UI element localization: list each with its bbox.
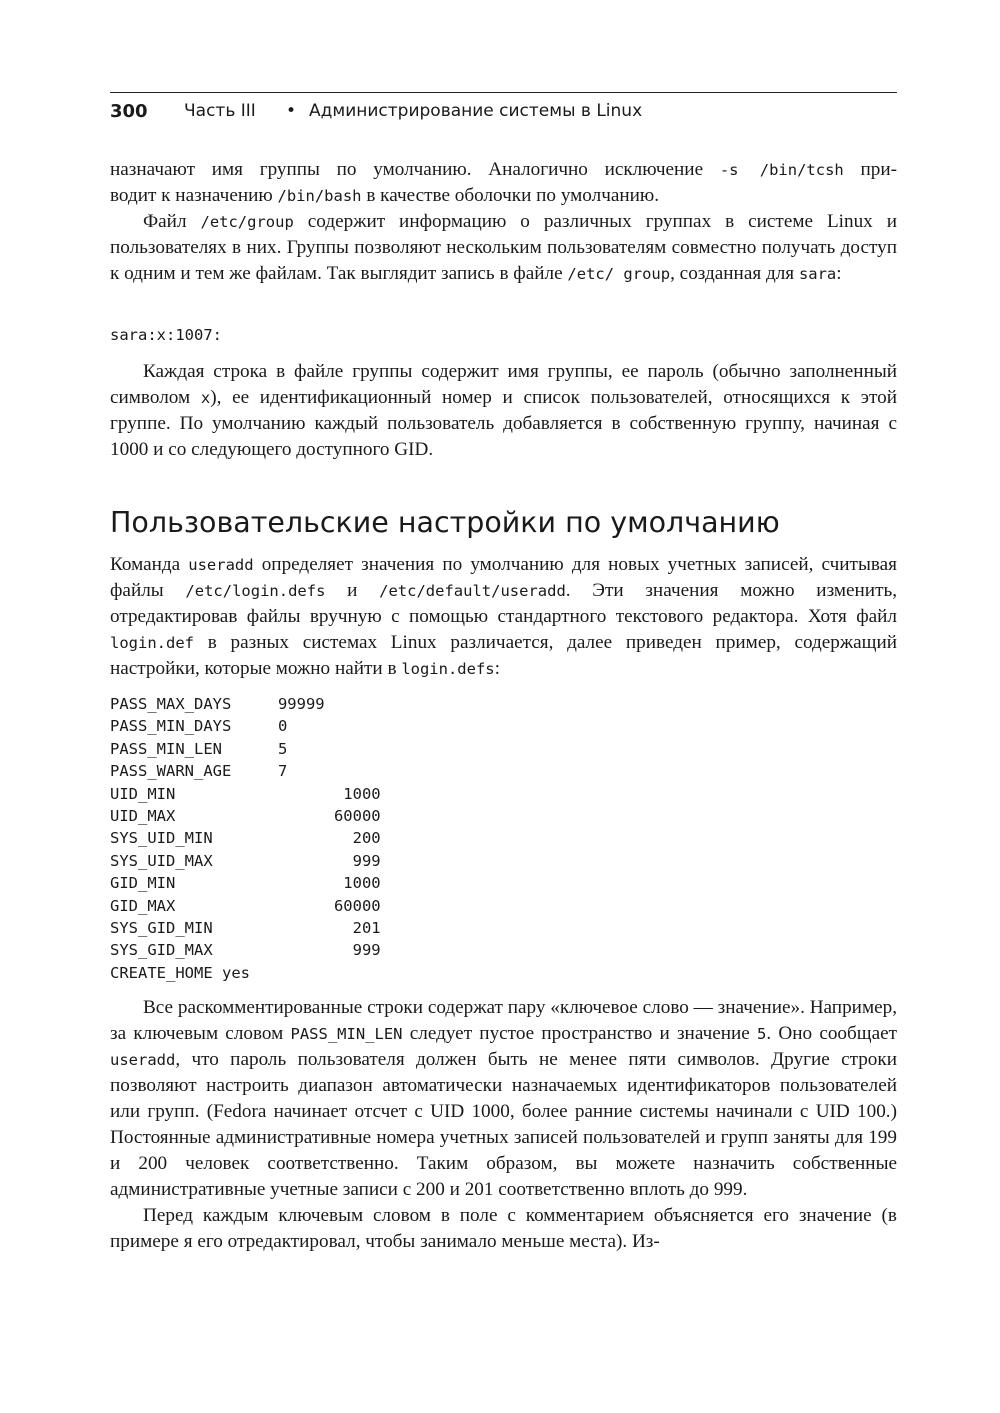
paragraph-4: Команда useradd определяет значения по умолчанию для новых учетных записей, считывая файлы /etc/login.defs и /etc/default/useradd. Эти значения можно изменить, отредактировав файлы вручную с помощью стандартного текстового редактора. Хотя файл login.def в разных системах Linux различается, далее приведен пример, содержащий настройки, которые можно найти в login.defs: — [110, 554, 898, 679]
paragraph-5: Все раскомментированные строки содержат пару «ключевое слово — значение». Например, за ключевым словом PASS_MIN_LEN следует пустое пространство и значение 5. Оно сообщает useradd, что пароль пользователя должен быть не менее пяти символов. Другие строки позволяют настроить диапазон автоматически назначаемых идентификаторов пользователей или групп. (Fedora начинает отсчет с UID 1000, более ранние системы начинали с UID 100.) Постоянные административные номера учетных записей пользователей и групп заняты для 199 и 200 человек соответственно. Таким образом, вы можете назначить собственные административные учетные записи с 200 и 201 соответственно вплоть до 999. — [110, 997, 897, 1200]
paragraph-2: Файл /etc/group содержит информацию о различных группах в системе Linux и пользователях в них. Группы позволяют нескольким пользователям совместно получать доступ к одним и тем же файлам. Так выглядит запись в файле /etc/ group, созданная для sara: — [110, 211, 897, 284]
paragraph-1-cont: водит к назначению /bin/bash в качестве оболочки по умолчанию. — [110, 185, 660, 206]
body-text-top — [110, 157, 897, 287]
section-title: Пользовательские настройки по умолчанию — [110, 506, 780, 539]
code-block-login-defs: PASS_MAX_DAYS 99999 PASS_MIN_DAYS 0 PASS_MIN_LEN 5 PASS_WARN_AGE 7 UID_MIN 1000 UID_MAX 60000 SYS_UID_MIN 200 SYS_UID_MAX 999 GID_MIN 1000 GID_MAX 60000 SYS_GID_MIN 201 SYS_GID_MAX 999 CREATE_HOME yes — [110, 695, 381, 982]
paragraph-1: назначают имя группы по умолчанию. Аналогично исключение -s /bin/tcsh при- — [110, 159, 897, 180]
code-block-group: sara:x:1007: — [110, 326, 222, 344]
running-header — [110, 92, 897, 127]
chapter-title: Администрирование системы в Linux — [309, 101, 643, 121]
body-text-section — [110, 552, 897, 682]
page-number: 300 — [110, 101, 148, 122]
body-text-mid — [110, 359, 897, 463]
body-text-bottom — [110, 995, 897, 1255]
paragraph-6: Перед каждым ключевым словом в поле с комментарием объясняется его значение (в примере я его отредактировал, чтобы занимало меньше места). Из- — [110, 1205, 897, 1252]
part-label: Часть III — [184, 101, 256, 121]
paragraph-3: Каждая строка в файле группы содержит имя группы, ее пароль (обычно заполненный символом x), ее идентификационный номер и список пользователей, относящихся к этой группе. По умолчанию каждый пользователь добавляется в собственную группу, начиная с 1000 и со следующего доступного GID. — [110, 361, 897, 460]
header-bullet: • — [286, 101, 297, 121]
